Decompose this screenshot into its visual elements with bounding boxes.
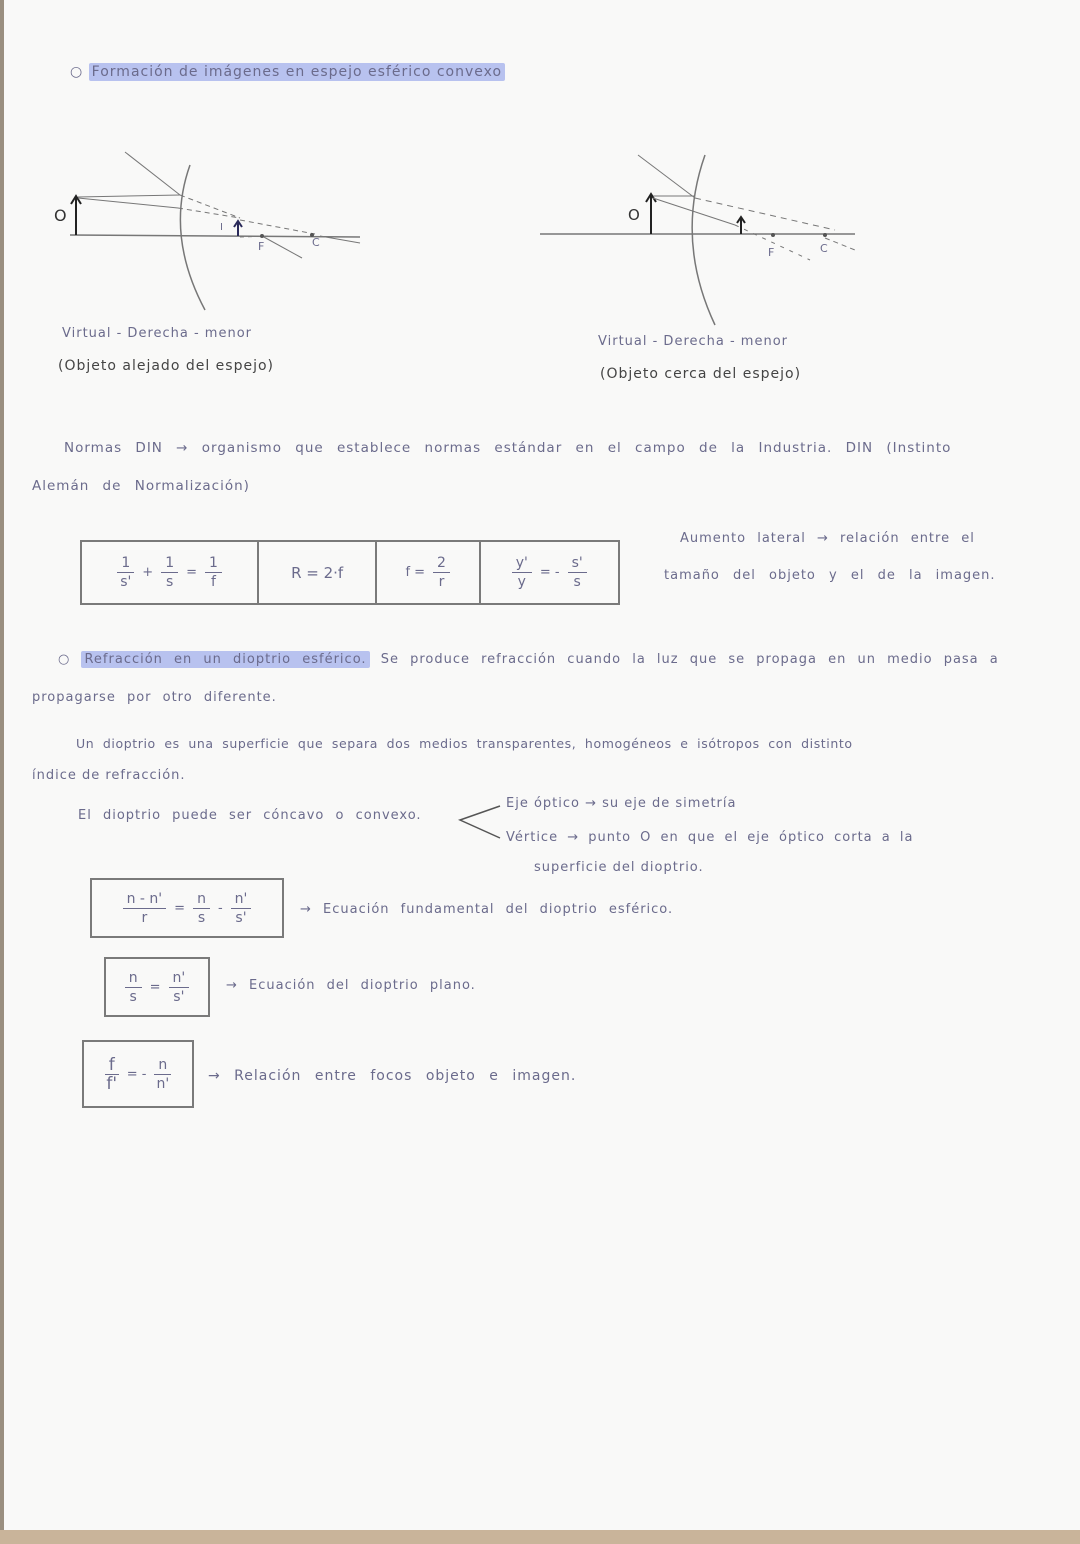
- branch-eje-optico: Eje óptico → su eje de simetría: [506, 796, 737, 811]
- focal-equation: f = $\frac{2}{r}$: [377, 542, 481, 603]
- d1-image-label: I: [220, 222, 224, 233]
- radius-equation: R = 2·f: [259, 542, 377, 603]
- branch-vertice: Vértice → punto O en que el eje óptico corta a la: [506, 830, 914, 845]
- aumento-note1: Aumento lateral → relación entre el: [680, 531, 975, 546]
- d1-object-label: O: [54, 206, 68, 225]
- section2-line3: Un dioptrio es una superficie que separa dos medios transparentes, homogéneos e isótropos con distinto: [76, 736, 853, 751]
- normas-line1: Normas DIN → organismo que establece normas estándar en el campo de la Industria. DIN (Instinto: [64, 440, 952, 456]
- formula-table: [80, 540, 620, 605]
- d1-caption: Virtual - Derecha - menor: [62, 326, 253, 341]
- section2-line5: El dioptrio puede ser cóncavo o convexo.: [78, 808, 422, 823]
- magnification-equation: $\frac{y'}{y}$ = - $\frac{s'}{s}$: [481, 542, 618, 603]
- plane-equation-box: $\frac{n}{s}$ = $\frac{n'}{s'}$: [104, 957, 210, 1017]
- diagram-convex-near: [535, 150, 875, 330]
- section2-title: Refracción en un dioptrio esférico.: [81, 651, 369, 668]
- section1-heading: ○ Formación de imágenes en espejo esférico convexo: [70, 64, 505, 80]
- d1-center-label: C: [312, 236, 321, 249]
- d2-caption: Virtual - Derecha - menor: [598, 334, 789, 349]
- desk-strip: [0, 1530, 1080, 1544]
- d2-caption-note: (Objeto cerca del espejo): [600, 366, 802, 382]
- plane-equation-desc: → Ecuación del dioptrio plano.: [226, 978, 476, 993]
- branch-vertice-cont: superficie del dioptrio.: [534, 860, 704, 875]
- focal-relation-box: $\frac{f}{f'}$ = - $\frac{n}{n'}$: [82, 1040, 194, 1108]
- d1-focus-label: F: [258, 240, 266, 253]
- d2-center-label: C: [820, 242, 829, 255]
- mirror-equation: $\frac{1}{s'}$ + $\frac{1}{s}$ = $\frac{1}{f}$: [82, 542, 259, 603]
- branch-arrows: [456, 800, 506, 844]
- d2-focus-label: F: [768, 246, 776, 259]
- section2-line1: Se produce refracción cuando la luz que se propaga en un medio pasa a: [380, 652, 999, 667]
- section1-title: Formación de imágenes en espejo esférico convexo: [89, 63, 505, 81]
- d2-object-label: O: [628, 206, 641, 224]
- section2-heading: ○ Refracción en un dioptrio esférico. Se produce refracción cuando la luz que se propaga en un medio pasa a: [58, 652, 999, 667]
- section2-line2: propagarse por otro diferente.: [32, 690, 277, 705]
- aumento-note2: tamaño del objeto y el de la imagen.: [664, 568, 996, 583]
- fundamental-equation-box: $\frac{n - n'}{r}$ = $\frac{n}{s}$ - $\frac{n'}{s'}$: [90, 878, 284, 938]
- section2-line4: índice de refracción.: [32, 768, 186, 783]
- focal-relation-desc: → Relación entre focos objeto e imagen.: [208, 1068, 577, 1084]
- d1-caption-note: (Objeto alejado del espejo): [58, 358, 274, 374]
- normas-line2: Alemán de Normalización): [32, 478, 250, 494]
- fundamental-equation-desc: → Ecuación fundamental del dioptrio esférico.: [300, 902, 674, 917]
- page-edge: [0, 0, 4, 1544]
